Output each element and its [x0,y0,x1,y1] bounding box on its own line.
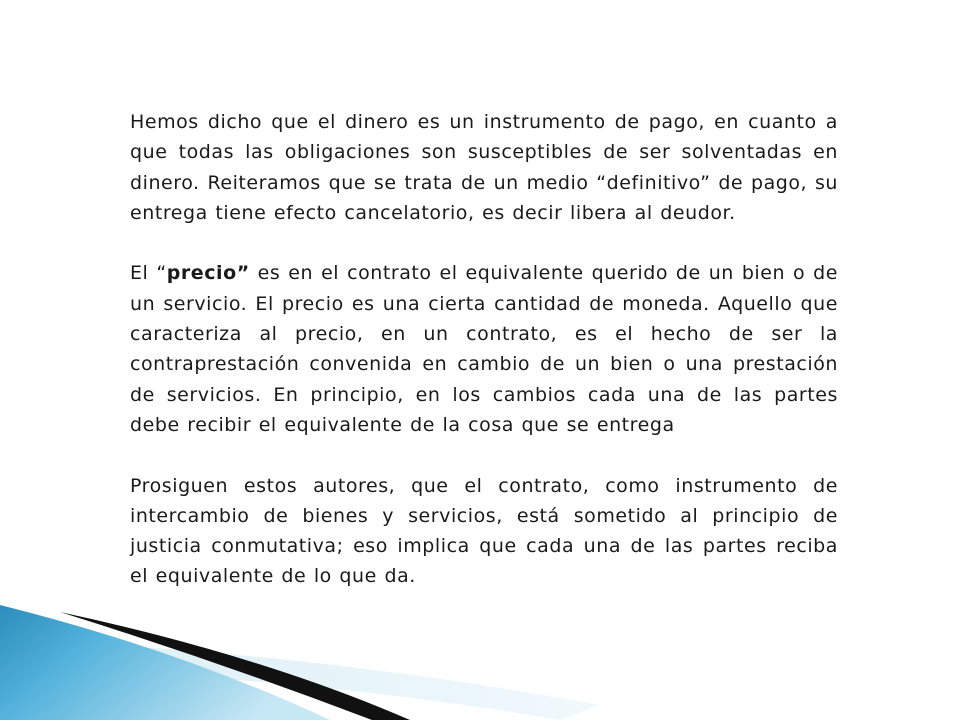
paragraph-dinero: Hemos dicho que el dinero es un instrumento de pago, en cuanto a que todas las obligaciones son susceptibles de ser solventadas en dinero. Reiteramos que se trata de un medio “definitivo” de pago, su entrega tiene efecto cancelatorio, es decir libera al deudor. [130,111,838,224]
paragraph-precio-prefix: El “ [130,262,167,285]
term-precio: precio” [166,262,250,285]
swoosh-light-band [0,640,600,720]
paragraph-contrato: Prosiguen estos autores, que el contrato, como instrumento de intercambio de bienes y servicios, está sometido al principio de justicia conmutativa; eso implica que cada una de las partes reciba el equivalente de lo que da. [130,474,838,588]
swoosh-black-stripe [60,612,410,720]
paragraph-precio [130,258,838,440]
swoosh-blue [0,605,330,720]
text-body [130,107,838,592]
paragraph-precio-body: es en el contrato el equivalente querido de un bien o de un servicio. El precio es una cierta cantidad de moneda. Aquello que caracteriza al precio, en un contrato, es el hecho de ser la contraprestación convenida en cambio de un bien o una prestación de servicios. En principio, en los cambios cada una de las partes debe recibir el equivalente de la cosa que se entrega [130,262,838,436]
